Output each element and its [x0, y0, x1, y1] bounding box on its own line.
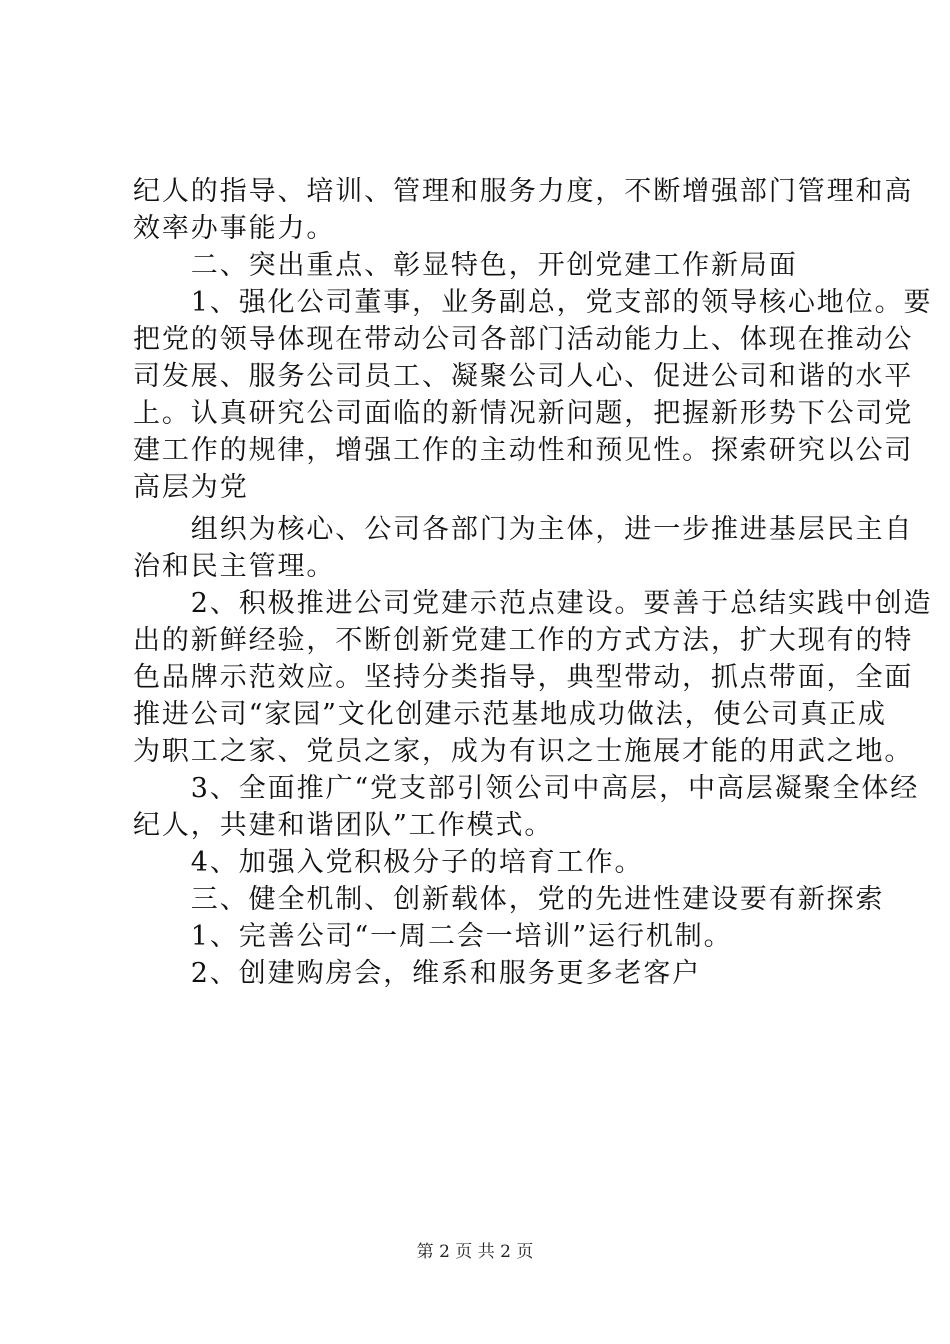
page-number-footer: 第 2 页 共 2 页 — [416, 1242, 534, 1262]
text-line: 上。认真研究公司面临的新情况新问题，把握新形势下公司党 — [133, 398, 914, 429]
text-line: 2、创建购房会，维系和服务更多老客户 — [133, 958, 702, 989]
text-line: 纪人，共建和谐团队”工作模式。 — [133, 810, 554, 841]
text-line: 组织为核心、公司各部门为主体，进一步推进基层民主自 — [133, 514, 914, 545]
text-line: 建工作的规律，增强工作的主动性和预见性。探索研究以公司 — [133, 435, 914, 466]
text-line: 司发展、服务公司员工、凝聚公司人心、促进公司和谐的水平 — [133, 361, 914, 392]
text-line: 治和民主管理。 — [133, 551, 336, 582]
text-line: 2、积极推进公司党建示范点建设。要善于总结实践中创造 — [133, 588, 933, 619]
text-line: 出的新鲜经验，不断创新党建工作的方式方法，扩大现有的特 — [133, 625, 914, 656]
text-line: 纪人的指导、培训、管理和服务力度，不断增强部门管理和高 — [133, 176, 914, 207]
text-line: 高层为党 — [133, 472, 249, 503]
text-line: 1、强化公司董事，业务副总，党支部的领导核心地位。要 — [133, 287, 933, 318]
section-heading: 三、健全机制、创新载体，党的先进性建设要有新探索 — [133, 884, 885, 915]
text-line: 3、全面推广“党支部引领公司中高层，中高层凝聚全体经 — [133, 773, 920, 804]
text-line: 效率办事能力。 — [133, 213, 336, 244]
text-line: 推进公司“家园”文化创建示范基地成功做法，使公司真正成 — [133, 699, 887, 730]
text-line: 色品牌示范效应。坚持分类指导，典型带动，抓点带面，全面 — [133, 662, 914, 693]
text-line: 1、完善公司“一周二会一培训”运行机制。 — [133, 921, 733, 952]
text-line: 把党的领导体现在带动公司各部门活动能力上、体现在推动公 — [133, 324, 914, 355]
section-heading: 二、突出重点、彰显特色，开创党建工作新局面 — [133, 250, 798, 281]
text-line: 为职工之家、党员之家，成为有识之士施展才能的用武之地。 — [133, 736, 914, 767]
text-line: 4、加强入党积极分子的培育工作。 — [133, 847, 644, 878]
